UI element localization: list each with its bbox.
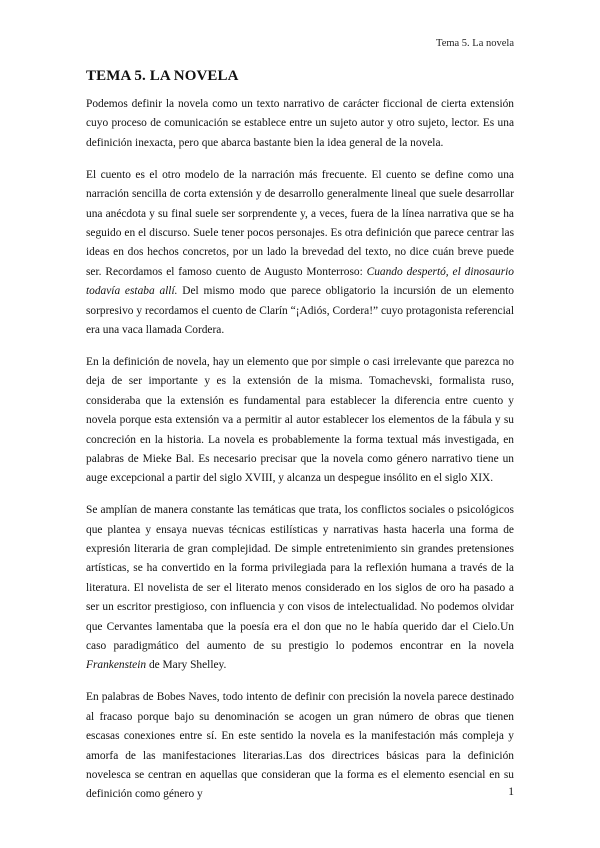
paragraph-1 [86, 95, 514, 153]
paragraph-text: El cuento es el otro modelo de la narración más frecuente. El cuento se define como una narración sencilla de corta extensión y de desarrollo generalmente lineal que suele desarrollar una anécdota y su final suele ser sorprendente y, a veces, fuera de la línea narrativa que se ha seguido en el discurso. Suele tener pocos personajes. Es otra definición que parece centrar las ideas en dos hechos concretos, por un lado la brevedad del texto, no dice cuán breve puede ser. Recordamos el famoso cuento de Augusto Monterroso: [86, 168, 514, 278]
italic-book-title: Frankenstein [86, 659, 147, 672]
paragraph-text: Se amplían de manera constante las temáticas que trata, los conflictos sociales o psicológicos que plantea y ensaya nuevas técnicas estilísticas y narrativas hasta hacerla una forma de expresión literaria de gran complejidad. De simple entretenimiento sin grandes pretensiones artísticas, se ha convertido en la forma privilegiada para la reflexión humana a través de la literatura. El novelista de ser el literato menos considerado en los siglos de oro ha pasado a ser un escritor prestigioso, con influencia y con visos de intelectualidad. No podemos olvidar que Cervantes lamentaba que la poesía era el don que no le había querido dar el Cielo.Un caso paradigmático del aumento de su prestigio lo podemos encontrar en la novela [86, 504, 514, 653]
paragraph-text: Podemos definir la novela como un texto narrativo de carácter ficcional de cierta extensión cuyo proceso de comunicación se establece entre un sujeto autor y otro sujeto, lector. Es una definición inexacta, pero que abarca bastante bien la idea general de la novela. [86, 98, 514, 149]
paragraph-4 [86, 501, 514, 676]
page-number: 1 [508, 786, 514, 798]
paragraph-5 [86, 688, 514, 804]
paragraph-2 [86, 166, 514, 341]
paragraph-text: de Mary Shelley. [146, 659, 227, 672]
paragraph-text: En palabras de Bobes Naves, todo intento de definir con precisión la novela parece destinado al fracaso porque bajo su denominación se acogen un gran número de obras que tienen escasas conexiones entre sí. En este sentido la novela es la manifestación más compleja y amorfa de las manifestaciones literarias.Las dos directrices básicas para la definición novelesca se centran en aquellas que consideran que la forma es el elemento esencial en su definición como género y [86, 691, 514, 801]
running-header: Tema 5. La novela [436, 38, 514, 49]
document-title: TEMA 5. LA NOVELA [86, 68, 239, 84]
page-content [86, 68, 514, 817]
paragraph-3 [86, 353, 514, 489]
paragraph-text: Del mismo modo que parece obligatorio la incursión de un elemento sorpresivo y recordamos el cuento de Clarín “¡Adiós, Cordera!” cuyo protagonista referencial era una vaca llamada Cordera. [86, 285, 514, 336]
italic-quote-monterroso: Cuando despertó, el dinosaurio todavía estaba allí. [86, 265, 514, 298]
paragraph-text: En la definición de novela, hay un elemento que por simple o casi irrelevante que parezca no deja de ser importante y es la extensión de la misma. Tomachevski, formalista ruso, consideraba que la extensión es fundamental para establecer la diferencia entre cuento y novela porque esta extensión va a permitir al autor establecer los elementos de la fábula y su concreción en la historia. La novela es probablemente la forma textual más investigada, en palabras de Mieke Bal. Es necesario precisar que la novela como género narrativo tiene un auge excepcional a partir del siglo XVIII, y alcanza un despegue insólito en el siglo XIX. [86, 355, 514, 485]
